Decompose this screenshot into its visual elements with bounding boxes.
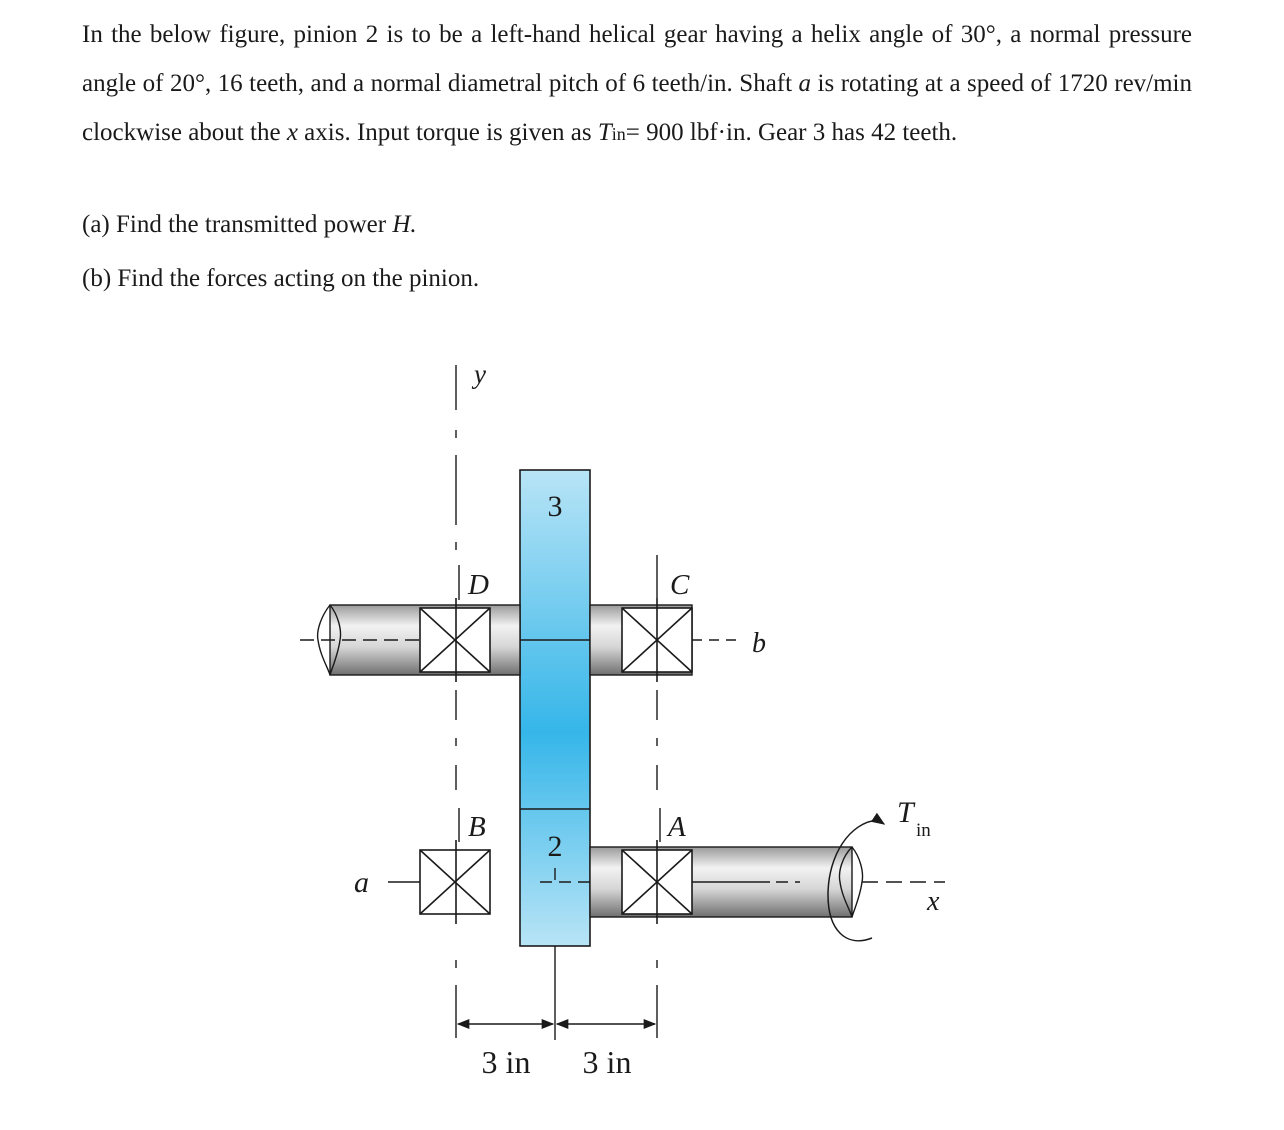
power-symbol: H. [392,211,417,238]
degree-symbol: ° [985,21,996,48]
problem-text-6: = 900 lbf·in. Gear 3 has 42 teeth. [625,119,958,146]
y-axis-label: y [474,359,486,389]
torque-subscript: in [611,124,626,144]
bearing-d [420,598,490,682]
torque-subscript-label: in [916,820,931,841]
gear-3-label: 3 [547,490,563,523]
x-axis-symbol: x [286,119,298,146]
gear-2-label: 2 [547,830,563,863]
bearing-d-label: D [468,569,489,601]
problem-text-5: axis. Input torque is given as [297,119,598,146]
bearing-b [420,840,490,924]
degree-symbol: ° [194,70,205,97]
dimension-left-label: 3 in [481,1044,531,1080]
problem-text-1: In the below figure, pinion 2 is to be a left-hand helical gear having a helix angle of [82,21,961,48]
torque-label: T [897,796,914,829]
dimension-right-label: 3 in [582,1044,632,1080]
bearing-a [622,840,692,924]
bearing-c-label: C [670,569,690,601]
shaft-b-label: b [752,628,766,659]
shaft-a-label: a [354,866,369,899]
question-b: (b) Find the forces acting on the pinion. [82,265,480,292]
helix-angle-value: 30 [960,21,986,48]
problem-text-3: , 16 teeth, and a normal diametral pitch of 6 teeth/in. Shaft [204,70,799,97]
dimension-lines [456,960,657,1038]
shaft-a-symbol: a [798,70,812,97]
bearing-c [622,598,692,682]
pressure-angle-value: 20 [169,70,195,97]
question-a-text: (a) Find the transmitted power [82,211,393,238]
bearing-a-label: A [668,811,686,843]
torque-symbol: T [597,119,612,146]
x-axis-label: x [927,886,940,917]
problem-text-4: is rotating at a speed of 1720 rev/min clockwise about the [82,70,1192,146]
problem-text-2: , a normal pressure angle of [82,21,1192,97]
bearing-b-label: B [468,811,486,843]
